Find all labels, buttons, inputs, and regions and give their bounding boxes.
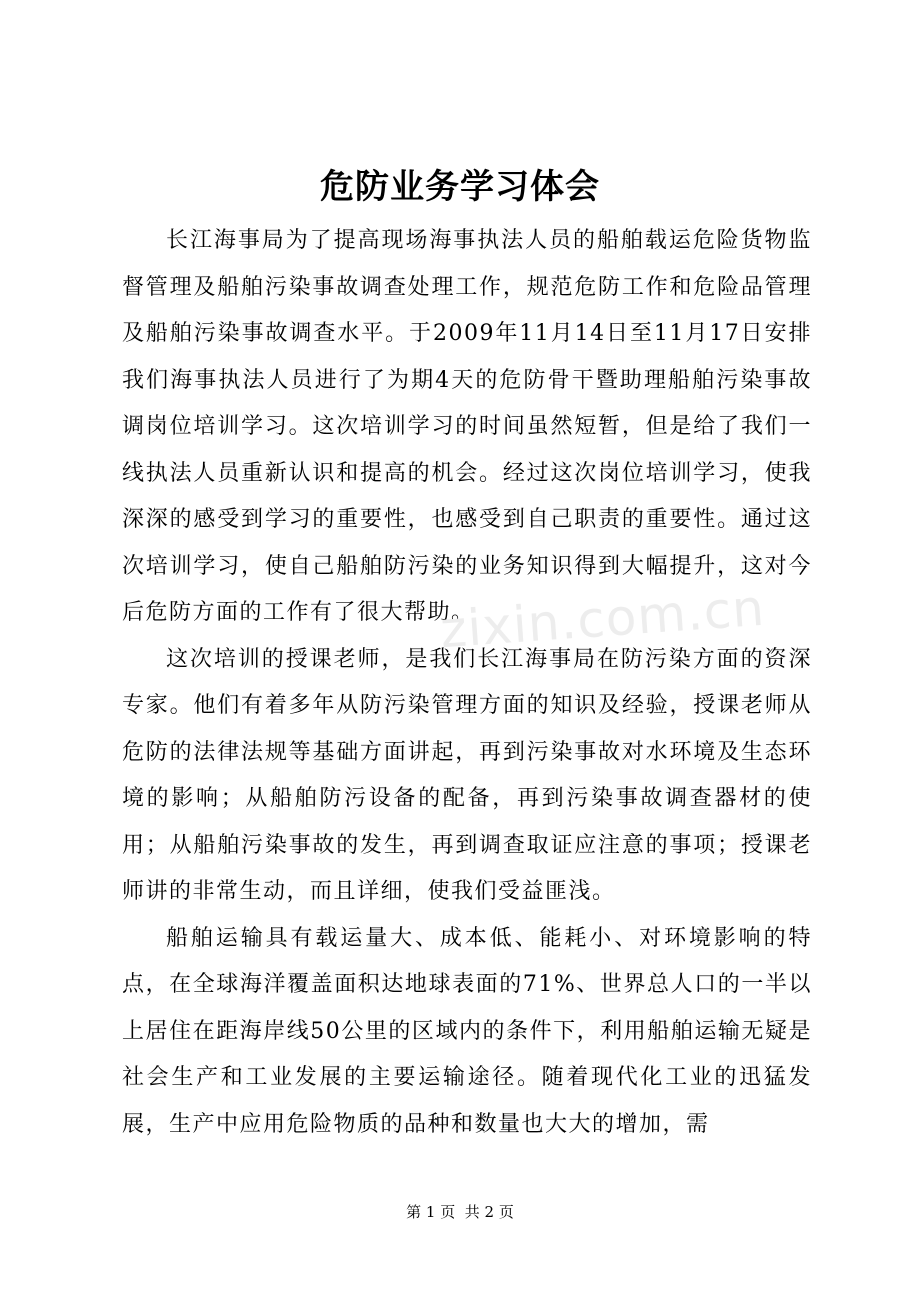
- document-body: [122, 218, 812, 1148]
- paragraph-2: 这次培训的授课老师，是我们长江海事局在防污染方面的资深专家。他们有着多年从防污染管理方面的知识及经验，授课老师从危防的法律法规等基础方面讲起，再到污染事故对水环境及生态环境的影响；从船舶防污设备的配备，再到污染事故调查器材的使用；从船舶污染事故的发生，再到调查取证应注意的事项；授课老师讲的非常生动，而且详细，使我们受益匪浅。: [122, 646, 812, 904]
- page-footer: [0, 1200, 920, 1224]
- document-title: 危防业务学习体会: [320, 167, 600, 207]
- page-number-label: 第 1 页 共 2 页: [406, 1203, 514, 1221]
- paragraph-3: 船舶运输具有载运量大、成本低、能耗小、对环境影响的特点，在全球海洋覆盖面积达地球表面的71%、世界总人口的一半以上居住在距海岸线50公里的区域内的条件下，利用船舶运输无疑是社会生产和工业发展的主要运输途径。随着现代化工业的迅猛发展，生产中应用危险物质的品种和数量也大大的增加，需: [122, 925, 812, 1137]
- watermark: zixin.com.cn: [438, 578, 767, 660]
- paragraph-1: 长江海事局为了提高现场海事执法人员的船舶载运危险货物监督管理及船舶污染事故调查处理工作，规范危防工作和危险品管理及船舶污染事故调查水平。于2009年11月14日至11月17日安排我们海事执法人员进行了为期4天的危防骨干暨助理船舶污染事故调岗位培训学习。这次培训学习的时间虽然短暂，但是给了我们一线执法人员重新认识和提高的机会。经过这次岗位培训学习，使我深深的感受到学习的重要性，也感受到自己职责的重要性。通过这次培训学习，使自己船舶防污染的业务知识得到大幅提升，这对今后危防方面的工作有了很大帮助。: [122, 228, 812, 625]
